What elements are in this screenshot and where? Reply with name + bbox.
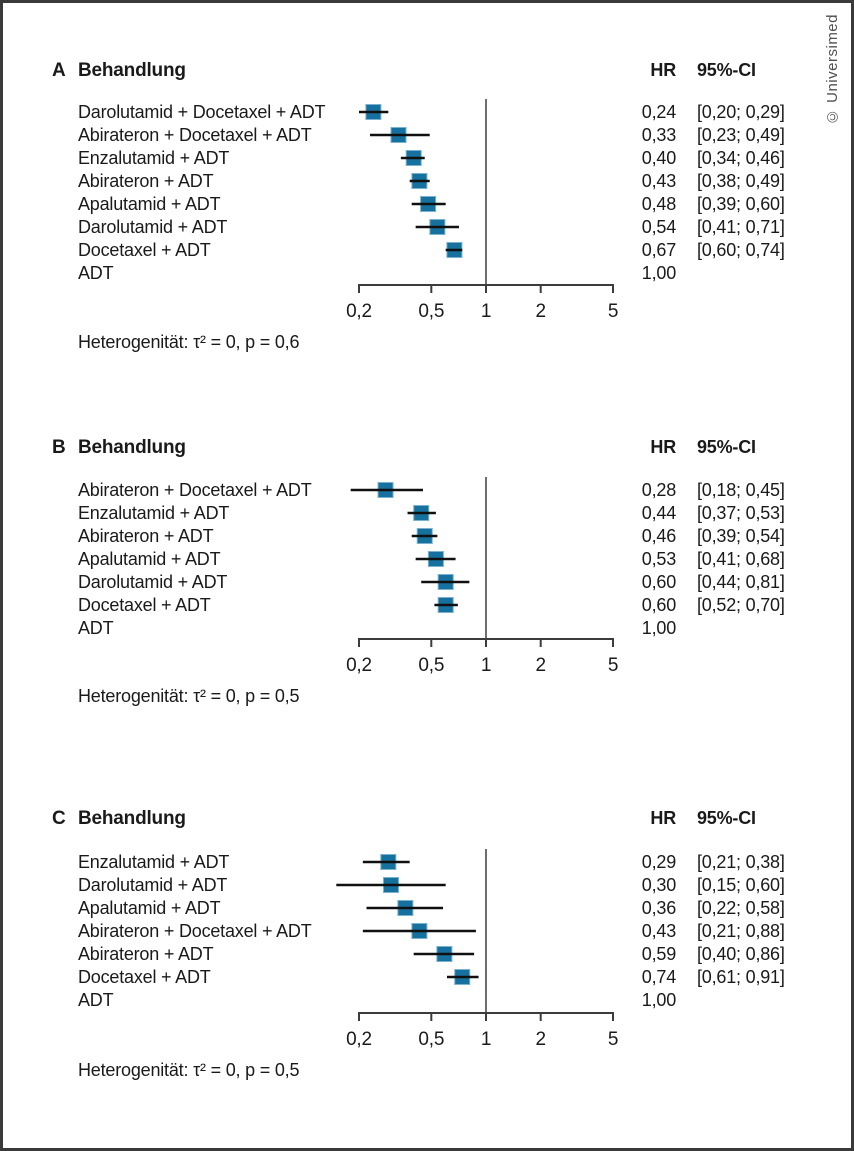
treatment-label: Enzalutamid + ADT	[78, 148, 230, 168]
hr-value: 1,00	[641, 263, 676, 283]
hr-column-header: HR	[650, 60, 676, 80]
ci-value: [0,34; 0,46]	[697, 148, 785, 168]
hr-value: 0,53	[641, 549, 676, 569]
ci-column-header: 95%-CI	[697, 60, 756, 80]
panel-title: Behandlung	[78, 808, 186, 829]
hr-value: 0,48	[641, 194, 676, 214]
panel-letter: B	[52, 437, 66, 458]
treatment-label: Darolutamid + ADT	[78, 572, 228, 592]
treatment-label: Darolutamid + ADT	[78, 875, 228, 895]
ci-value: [0,60; 0,74]	[697, 240, 785, 260]
hr-value: 0,60	[641, 595, 676, 615]
treatment-label: Apalutamid + ADT	[78, 194, 221, 214]
axis-tick-label: 2	[535, 301, 546, 322]
treatment-label: Abirateron + Docetaxel + ADT	[78, 921, 312, 941]
ci-column-header: 95%-CI	[697, 808, 756, 828]
ci-value: [0,23; 0,49]	[697, 125, 785, 145]
treatment-label: Apalutamid + ADT	[78, 549, 221, 569]
hr-value: 0,67	[641, 240, 676, 260]
ci-value: [0,52; 0,70]	[697, 595, 785, 615]
hr-value: 0,43	[641, 171, 676, 191]
treatment-label: Enzalutamid + ADT	[78, 852, 230, 872]
hr-value: 1,00	[641, 618, 676, 638]
ci-value: [0,20; 0,29]	[697, 102, 785, 122]
ci-value: [0,38; 0,49]	[697, 171, 785, 191]
axis-tick-label: 1	[480, 655, 492, 676]
heterogeneity-note: Heterogenität: τ² = 0, p = 0,5	[78, 686, 300, 706]
ci-value: [0,18; 0,45]	[697, 480, 785, 500]
treatment-label: Abirateron + ADT	[78, 944, 214, 964]
hr-value: 0,29	[641, 852, 676, 872]
ci-value: [0,39; 0,54]	[697, 526, 785, 546]
hr-value: 0,46	[641, 526, 676, 546]
hr-column-header: HR	[650, 808, 676, 828]
ci-value: [0,41; 0,71]	[697, 217, 785, 237]
axis-tick-label: 0,2	[346, 301, 372, 322]
ci-column-header: 95%-CI	[697, 437, 756, 457]
axis-tick-label: 0,2	[346, 655, 372, 676]
axis-tick-label: 0,5	[418, 301, 445, 322]
treatment-label: Darolutamid + ADT	[78, 217, 228, 237]
hr-value: 0,59	[641, 944, 676, 964]
ci-value: [0,21; 0,88]	[697, 921, 785, 941]
axis-tick-label: 2	[535, 655, 546, 676]
hr-value: 0,33	[641, 125, 676, 145]
ci-value: [0,39; 0,60]	[697, 194, 785, 214]
treatment-label: Darolutamid + Docetaxel + ADT	[78, 102, 326, 122]
axis-tick-label: 0,5	[418, 1029, 445, 1050]
hr-column-header: HR	[650, 437, 676, 457]
panel-title: Behandlung	[78, 60, 186, 81]
treatment-label: Abirateron + Docetaxel + ADT	[78, 480, 312, 500]
hr-value: 0,28	[641, 480, 676, 500]
axis-tick-label: 1	[480, 1029, 492, 1050]
hr-value: 0,43	[641, 921, 676, 941]
treatment-label: Enzalutamid + ADT	[78, 503, 230, 523]
treatment-label: Abirateron + ADT	[78, 526, 214, 546]
axis-tick-label: 0,5	[418, 655, 445, 676]
axis-tick-label: 5	[607, 1029, 619, 1050]
ci-value: [0,15; 0,60]	[697, 875, 785, 895]
ci-value: [0,44; 0,81]	[697, 572, 785, 592]
axis-tick-label: 5	[607, 301, 619, 322]
ci-value: [0,22; 0,58]	[697, 898, 785, 918]
axis-tick-label: 0,2	[346, 1029, 372, 1050]
panel-letter: C	[52, 808, 66, 829]
hr-value: 0,24	[641, 102, 676, 122]
axis-tick-label: 5	[607, 655, 619, 676]
hr-value: 1,00	[641, 990, 676, 1010]
hr-value: 0,40	[641, 148, 676, 168]
treatment-label: ADT	[78, 990, 114, 1010]
ci-value: [0,41; 0,68]	[697, 549, 785, 569]
axis-tick-label: 1	[480, 301, 492, 322]
treatment-label: Abirateron + Docetaxel + ADT	[78, 125, 312, 145]
axis-tick-label: 2	[535, 1029, 546, 1050]
treatment-label: Docetaxel + ADT	[78, 595, 211, 615]
ci-value: [0,61; 0,91]	[697, 967, 785, 987]
ci-value: [0,21; 0,38]	[697, 852, 785, 872]
panel-letter: A	[52, 60, 66, 81]
heterogeneity-note: Heterogenität: τ² = 0, p = 0,6	[78, 332, 300, 352]
forest-plot-canvas	[0, 90, 854, 297]
treatment-label: ADT	[78, 263, 114, 283]
ci-value: [0,37; 0,53]	[697, 503, 785, 523]
hr-value: 0,54	[641, 217, 676, 237]
heterogeneity-note: Heterogenität: τ² = 0, p = 0,5	[78, 1060, 300, 1080]
treatment-label: Apalutamid + ADT	[78, 898, 221, 918]
copyright-label: © Universimed	[824, 14, 841, 126]
hr-value: 0,30	[641, 875, 676, 895]
treatment-label: Docetaxel + ADT	[78, 967, 211, 987]
panel-title: Behandlung	[78, 437, 186, 458]
hr-value: 0,44	[641, 503, 676, 523]
treatment-label: ADT	[78, 618, 114, 638]
forest-plot-canvas	[0, 840, 854, 1025]
treatment-label: Docetaxel + ADT	[78, 240, 211, 260]
hr-value: 0,74	[641, 967, 676, 987]
hr-value: 0,60	[641, 572, 676, 592]
hr-value: 0,36	[641, 898, 676, 918]
treatment-label: Abirateron + ADT	[78, 171, 214, 191]
ci-value: [0,40; 0,86]	[697, 944, 785, 964]
forest-plot-canvas	[0, 468, 854, 651]
